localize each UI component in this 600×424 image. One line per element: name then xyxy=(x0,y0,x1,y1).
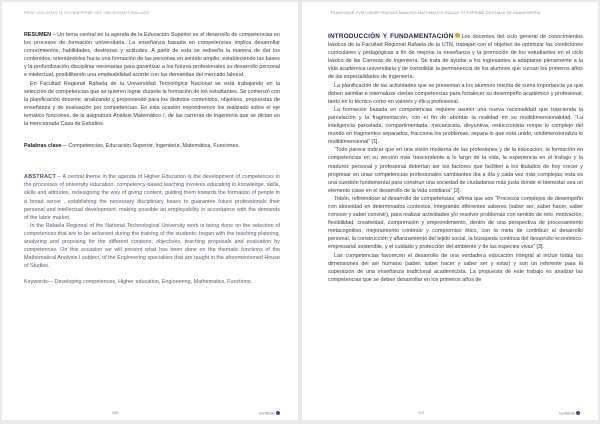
right-page xyxy=(302,2,598,420)
paragraph-5: Tobón, refiriéndose al desarrollo de competencias, afirma que son “Procesos complejos de desempeño con idoneidad en determinados contextos, integrando diferentes saberes (saber ser, saber hacer, saber conocer y saber convivir), para realizar actividades y/o resolver problemas con sentido de reto, motivación, flexibilidad, creatividad, comprensión y emprendimiento, dentro de una perspectiva de procesamiento metacognitivo, mejoramiento continuo y compromiso ético, con la meta de contribuir al desarrollo personal, la construcción y afianzamiento del tejido social, la búsqueda continua del desarrollo económico-empresarial sostenible, y el cuidado y protección del ambiente y de las especies vivas” [3]. xyxy=(328,195,583,251)
keywords-text: — Developing competences, Higher education, Engineering, Mathematics, Functions. xyxy=(47,279,253,286)
bullet-dot-icon xyxy=(455,33,460,38)
left-column xyxy=(24,31,280,286)
resumen-text: – Un tema central en la agenda de la Educación Superior es el desarrollo de competencias en los procesos de formación universitaria. La enseñanza basada en competencias implica desarrollar conocimientos, habilidades, destrezas y actitudes. A partir de esta se rediseña la manera de dar los contenidos, orientándolos hacia una formación de las personas en sentido amplio, estableciendo las bases y la profundización disciplinar necesarias para garantizar a los futuros profesionales su desarrollo personal e intelectual, posibilitando una empleabilidad acorde con las demandas del mercado laboral. xyxy=(24,32,281,79)
intro-text: Los docentes del ciclo general de conocimientos básicos de la Facultad Regional Rafaela de la UTN, trabajan con el objetivo de optimizar las condiciones curriculares y pedagógicas a fin de mejorar la enseñanza y la promoción de los estudiantes en el ciclo básico de las Carreras de Ingeniería. Se trata de ayudar a los ingresantes a adaptarse plenamente a la vida académica universitaria y de consolidar la permanencia de los alumnos que cursan los primeros años de las especialidades de Ingeniería. xyxy=(328,34,583,81)
palabras-clave-text: — Competencias, Educación Superior, Ingeniería, Matemática, Funciones. xyxy=(61,143,240,150)
page-number: 088 xyxy=(112,411,119,415)
paragraph-2: La planificación de las actividades que se presentan a los alumnos resulta de suma importancia ya que deben asimilar e internalizar ciertas competencias para fortalecer su desempeño académico y profesional, tanto en lo técnico como en valores y ética profesional. xyxy=(328,82,583,105)
running-header: PEDE VOLUNTAS 11 DO INSPERIBE SPE OBLISORANT ANALAGE xyxy=(24,11,150,15)
page-number: 101 xyxy=(418,411,425,415)
paragraph-3: La formación basada en competencias requiere asumir una nueva racionalidad que trascienda la parcelación y la fragmentación, con el fin de abordar la realidad en su multidimensionalidad. “La inteligencia parcelada, compartimentada, mecanicista, disyuntiva, reduccionista rompe lo complejo del mundo en fragmentos separados, fracciona los problemas, separa lo que está unido, unidimensionaliza lo multidimensional” [1]. xyxy=(328,106,583,146)
abstract-paragraph xyxy=(24,173,280,222)
resumen-paragraph xyxy=(24,31,280,80)
abstract-label: ABSTRACT xyxy=(24,174,57,181)
resumen-paragraph-2: En Facultad Regional Rafaela de la Universidad Tecnológica Nacional se está trabajando en la selección de competencias que se quieren lograr durante la formación de los estudiantes. Se comenzó con la planificación docente, analizando y proponiendo para los distintos contenidos, objetivos, propuestas de enseñanza y de evaluación por competencias. En esta ocasión expondremos los realizado sobre el eje temático funciones, de la asignatura Análisis Matemático I, de las carreras de Ingeniería que se dictan en la mencionada Casa de Estudios. xyxy=(24,80,280,128)
paragraph-6: Las competencias favorecen el desarrollo de una verdadera educación integral al incluir todas las dimensiones del ser humano (saber, saber hacer y saber ser y estar) y son un referente para la superación de una enseñanza tradicional academicista. La propuesta de este trabajo es analizar las competencias que se deben desarrollar en los primeros años de xyxy=(328,252,583,283)
brand-logo-icon xyxy=(276,411,280,415)
running-header: TRAVESQUE FVM COMPETENCIAS ANALISIS MATEMATICA EDUCA TO ESPRIME DIGITALIS DE ANAGENIERIA xyxy=(330,11,541,15)
resumen-label: RESUMEN xyxy=(24,32,51,38)
keywords xyxy=(24,278,280,286)
abstract-text: – A central theme in the agenda of Higher Education is the development of competences in the processes of university education. competency-based teaching involves educating in knowledge, skills, skills and attitudes, redesigning the way of giving content, guiding them towards the formation of people in a broad sense , establishing the necessary disciplinary bases to guarantee future professionals their personal and intellectual development, making possible an employability in accordance with the demands of the labor market. xyxy=(24,174,280,221)
footer-brand-text: InvTeEdu xyxy=(259,411,275,416)
keywords-label: Keywords xyxy=(24,279,48,286)
section-heading: INTRODUCCIÓN Y FUNDAMENTACIÓN xyxy=(328,33,454,40)
brand-logo-icon xyxy=(576,411,580,415)
left-page xyxy=(2,2,298,420)
right-column xyxy=(328,33,583,284)
footer-brand xyxy=(559,411,580,416)
palabras-clave xyxy=(24,142,280,150)
abstract-paragraph-2: In the Rafaela Regional of the National Technological University work is being done on the selection of competences that are to be achieved during the training of the students; began with the teaching planning, analyzing and proposing for the different contents, objectives, teaching proposals and evaluation by competences. On this occasion we will present what has been done on the thematic functions of the Mathematical Analysis I subject, of the Engineering specialties that are taught in the aforementioned House of Studies. xyxy=(24,222,280,270)
footer-brand xyxy=(259,411,280,416)
paragraph-4: “Todo parece indicar que en una visión moderna de las profesiones y de la educación, la formación en competencias en su versión más trascendente a lo largo de la vida, la experiencia en el trabajo y la madurez personal y profesional deberían ser los factores que faciliten a los titulados de hoy crecer y progresar en unas competencias profesionales cambiantes día a día y cada vez más complejas; esta es una cuestión fundamental para construir una sociedad de ciudadanos más justa donde el bienestar sea un elemento clave en el desarrollo de la vida cotidiana” [2]. xyxy=(328,147,583,194)
palabras-clave-label: Palabras clave xyxy=(24,143,62,150)
footer-brand-text: InvTeEdu xyxy=(559,411,575,416)
intro-paragraph xyxy=(328,33,583,82)
